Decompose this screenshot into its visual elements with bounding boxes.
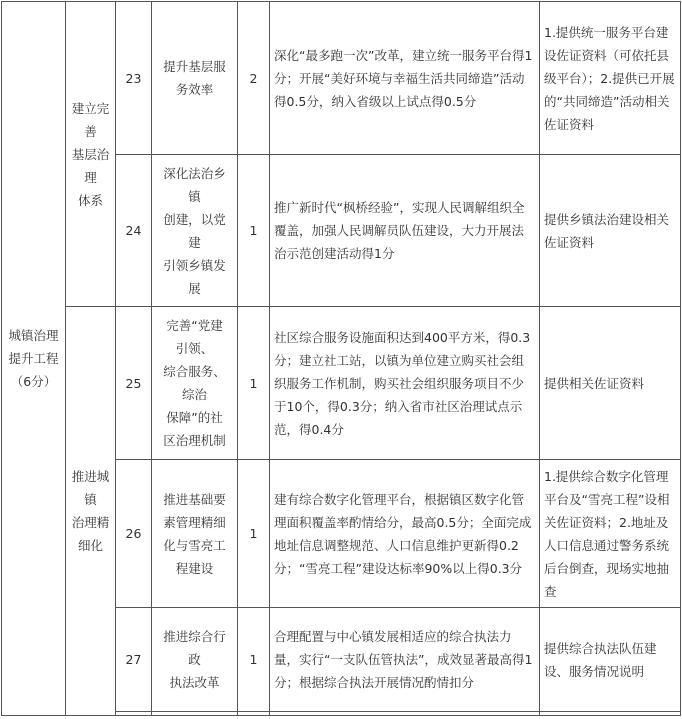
item-criteria: 合理配置与中心镇发展相适应的综合执法力量，实行“一支队伍管执法”，成效显著最高得1分；根据综合执法开展情况酌情扣分 (270, 608, 540, 712)
item-number: 26 (116, 460, 152, 608)
item-number: 27 (116, 608, 152, 712)
item-title: 完善“党建 引领、 综合服务、 综治 保障”的社 区治理机制 (152, 307, 238, 460)
item-criteria: 社区综合服务设施面积达到400平方米，得0.3分；建立社工站，以镇为单位建立购买社会组织服务工作机制，购买社会组织服务项目不少于10个，得0.3分；纳入省市社区治理试点示范，得0.4分 (270, 307, 540, 460)
empty-cell (116, 712, 152, 716)
group-line: 镇 (84, 492, 97, 507)
group-line: 体系 (77, 192, 103, 208)
item-score: 1 (238, 460, 270, 608)
item-number: 25 (116, 307, 152, 460)
category-cell (2, 2, 66, 716)
group-line: 建立完 (71, 100, 110, 116)
group-line: 细化 (77, 538, 103, 553)
evaluation-table (1, 1, 681, 716)
item-criteria: 推广新时代“枫桥经验”，实现人民调解组织全覆盖，加强人民调解员队伍建设，大力开展法治示范创建活动得1分 (270, 155, 540, 307)
table-row (2, 2, 681, 155)
item-evidence: 提供乡镇法治建设相关佐证资料 (540, 155, 681, 307)
empty-cell (152, 712, 238, 716)
item-criteria: 深化“最多跑一次”改革，建立统一服务平台得1分；开展“美好环境与幸福生活共同缔造”活动得0.5分，纳入省级以上试点得0.5分 (270, 2, 540, 155)
group-line: 理 (84, 169, 97, 185)
group-cell (66, 2, 116, 307)
item-number: 24 (116, 155, 152, 307)
item-score: 1 (238, 155, 270, 307)
item-score: 1 (238, 307, 270, 460)
category-line: 提升工程 (8, 351, 59, 366)
group-line: 基层治 (71, 146, 110, 162)
item-criteria: 建有综合数字化管理平台，根据镇区数字化管理面积覆盖率酌情给分，最高0.5分；全面完成地址信息调整规范、人口信息维护更新得0.2分；“雪亮工程”建设达标率90%以上得0.3分 (270, 460, 540, 608)
category-line: （6分） (10, 374, 57, 389)
category-line: 城镇治理 (8, 328, 59, 343)
item-evidence: 提供相关佐证资料 (540, 307, 681, 460)
item-title: 深化法治乡 镇 创建，以党 建 引领乡镇发 展 (152, 155, 238, 307)
group-line: 治理精 (71, 515, 110, 530)
table-row (2, 307, 681, 460)
item-evidence: 1.提供统一服务平台建设佐证资料（可依托县级平台）；2.提供已开展的“共同缔造”活动相关佐证资料 (540, 2, 681, 155)
empty-cell (238, 712, 270, 716)
item-title: 推进综合行 政 执法改革 (152, 608, 238, 712)
item-title: 推进基础要 素管理精细 化与雪亮工 程建设 (152, 460, 238, 608)
group-cell (66, 307, 116, 716)
empty-cell (270, 712, 540, 716)
item-title: 提升基层服 务效率 (152, 2, 238, 155)
empty-cell (540, 712, 681, 716)
group-line: 善 (84, 123, 97, 139)
item-score: 2 (238, 2, 270, 155)
item-score: 1 (238, 608, 270, 712)
item-evidence: 1.提供综合数字化管理平台及“雪亮工程”设相关佐证资料；2.地址及人口信息通过警务系统后台倒查，现场实地抽查 (540, 460, 681, 608)
item-number: 23 (116, 2, 152, 155)
group-line: 推进城 (71, 469, 110, 484)
item-evidence: 提供综合执法队伍建设、服务情况说明 (540, 608, 681, 712)
